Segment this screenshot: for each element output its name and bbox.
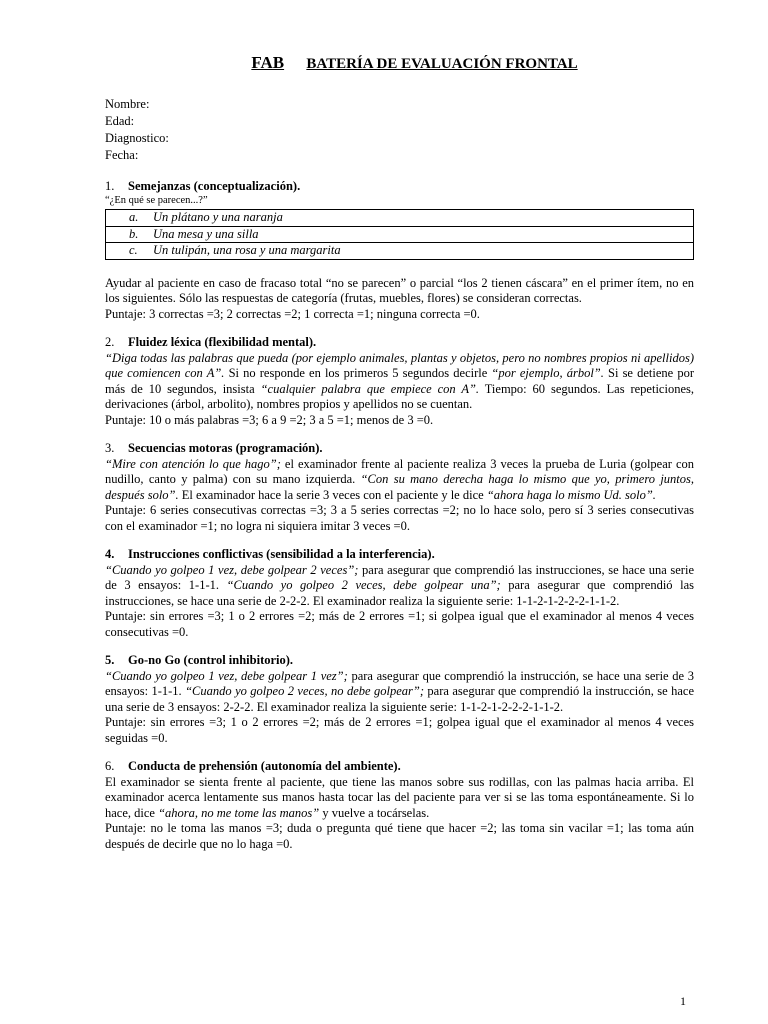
section-2-score: Puntaje: 10 o más palabras =3; 6 a 9 =2; 3 a 5 =1; menos de 3 =0. (105, 412, 434, 427)
section-4-body (105, 563, 694, 610)
body-text: y vuelve a tocárselas. (319, 805, 430, 820)
section-2 (105, 335, 694, 428)
section-5-title: Go-no Go (control inhibitorio). (128, 653, 294, 667)
section-3-score: Puntaje: 6 series consecutivas correctas =3; 3 a 5 series correctas =2; no lo hace solo, pero sí 3 series consecutivas con el examinador =1; no logra ni siquiera imitar 3 veces =0. (105, 503, 694, 533)
instruction-quote: “Cuando yo golpeo 2 veces, no debe golpear”; (185, 684, 424, 698)
body-text: para asegurar que comprendió las instrucciones, se hace una serie de 2-2-2. El examinador realiza la siguiente serie: 1-1-2-1-2-2-2-1-1-2. (105, 578, 695, 608)
section-1-score: Puntaje: 3 correctas =3; 2 correctas =2; 1 correcta =1; ninguna correcta =0. (105, 306, 480, 321)
title-full: BATERÍA DE EVALUACIÓN FRONTAL (306, 56, 578, 72)
instruction-quote: “por ejemplo, árbol”. (491, 366, 604, 380)
section-6 (105, 759, 694, 852)
body-text: para asegurar que comprendió las instrucciones, se hace una serie de 3 ensayos: 1-1-1. (105, 562, 694, 592)
section-5-number: 5. (105, 653, 115, 667)
item-letter: b. (129, 226, 139, 241)
item-text: Una mesa y una silla (153, 226, 259, 241)
section-5 (105, 653, 694, 746)
instruction-quote: “cualquier palabra que empiece con A”. (260, 381, 480, 396)
body-text: El examinador se sienta frente al paciente, que tiene las manos sobre sus rodillas, con las palmas hacia arriba. El examinador acerca lentamente sus manos hasta tocar las del paciente para ver si se las toma espontáneamente. Si lo hace, dice (105, 774, 694, 820)
table-row (106, 210, 694, 227)
instruction-quote: “Cuando yo golpeo 2 veces, debe golpear una”; (226, 578, 501, 592)
field-fecha: Fecha: (105, 147, 139, 162)
section-1-title: Semejanzas (conceptualización). (128, 178, 301, 193)
instruction-quote: “Con su mano derecha haga lo mismo que yo, primero juntos, después solo”. (105, 472, 695, 502)
item-letter: c. (129, 243, 138, 257)
section-1-prompt: “¿En qué se parecen...?” (105, 195, 208, 206)
section-3 (105, 441, 694, 534)
section-3-heading (105, 441, 694, 457)
body-text: El examinador hace la serie 3 veces con el paciente y le dice (178, 487, 487, 502)
section-2-heading (105, 335, 694, 351)
section-6-body (105, 775, 694, 822)
table-row (106, 226, 694, 243)
instruction-quote: “ahora, no me tome las manos” (158, 805, 320, 820)
section-2-number: 2. (105, 335, 115, 349)
section-4 (105, 547, 694, 640)
section-1-body: Ayudar al paciente en caso de fracaso total “no se parecen” o parcial “los 2 tienen cáscara” en el primer ítem, no en los siguientes. Sólo las respuestas de categoría (frutas, muebles, flores) se consideran correctas. (105, 275, 694, 305)
section-1-number: 1. (105, 178, 115, 193)
section-4-heading (105, 547, 694, 563)
section-4-number: 4. (105, 547, 115, 561)
section-5-heading (105, 653, 694, 669)
body-text: para asegurar que comprendió la instrucción, se hace una serie de 3 ensayos: 1-1-1. (105, 668, 694, 698)
section-6-number: 6. (105, 759, 115, 773)
section-5-body (105, 669, 694, 716)
section-6-title: Conducta de prehensión (autonomía del ambiente). (128, 759, 401, 773)
section-6-score: Puntaje: no le toma las manos =3; duda o pregunta qué tiene que hacer =2; las toma sin vacilar =1; las toma aún después de decirle que no lo haga =0. (105, 821, 694, 851)
field-edad: Edad: (105, 113, 135, 128)
section-3-body (105, 457, 694, 504)
body-text: Si no responde en los primeros 5 segundos decirle (224, 366, 492, 380)
instruction-quote: “Diga todas las palabras que pueda (por ejemplo animales, plantas y objetos, pero no nombres propios ni apellidos) que comiencen con A”. (105, 350, 694, 380)
page-number: 1 (680, 994, 686, 1008)
section-2-body (105, 351, 694, 413)
item-text: Un plátano y una naranja (153, 210, 283, 224)
body-text: el examinador frente al paciente realiza 3 veces la prueba de Luria (golpear con nudillo, canto y palma) con su mano izquierda. (105, 456, 695, 486)
section-3-number: 3. (105, 441, 115, 455)
instruction-quote: “Cuando yo golpeo 1 vez, debe golpear 1 vez”; (105, 668, 348, 683)
title-abbreviation: FAB (251, 53, 285, 72)
instruction-quote: “Mire con atención lo que hago”; (105, 456, 281, 471)
section-5-score: Puntaje: sin errores =3; 1 o 2 errores =2; más de 2 errores =1; golpea igual que el examinador al menos 4 veces seguidas =0. (105, 715, 694, 745)
document-title (135, 55, 694, 73)
section-4-score: Puntaje: sin errores =3; 1 o 2 errores =2; más de 2 errores =1; si golpea igual que el examinador al menos 4 veces consecutivas =0. (105, 609, 694, 639)
section-1 (105, 179, 694, 323)
body-text: Si se detiene por más de 10 segundos, insista (105, 366, 694, 396)
section-6-heading (105, 759, 694, 775)
instruction-quote: “Cuando yo golpeo 1 vez, debe golpear 2 veces”; (105, 562, 359, 577)
document-page (105, 55, 694, 865)
field-diagnostico: Diagnostico: (105, 130, 169, 145)
similarities-table (105, 209, 694, 260)
section-2-title: Fluidez léxica (flexibilidad mental). (128, 335, 317, 349)
table-row (106, 243, 694, 260)
patient-fields (105, 97, 694, 165)
instruction-quote: “ahora haga lo mismo Ud. solo”. (486, 487, 656, 502)
section-4-title: Instrucciones conflictivas (sensibilidad a la interferencia). (128, 547, 435, 561)
field-nombre: Nombre: (105, 96, 150, 111)
body-text: para asegurar que comprendió la instrucción, se hace una serie de 3 ensayos: 2-2-2. El examinador realiza la siguiente serie: 1-1-2-1-2-2-2-1-1-2. (105, 684, 695, 714)
section-3-title: Secuencias motoras (programación). (128, 441, 323, 455)
item-text: Un tulipán, una rosa y una margarita (153, 243, 341, 257)
body-text: Tiempo: 60 segundos. Las repeticiones, derivaciones (árbol, arbolito), nombres propios y apellidos no se cuentan. (105, 381, 694, 411)
item-letter: a. (129, 210, 139, 224)
section-1-heading (105, 179, 694, 195)
